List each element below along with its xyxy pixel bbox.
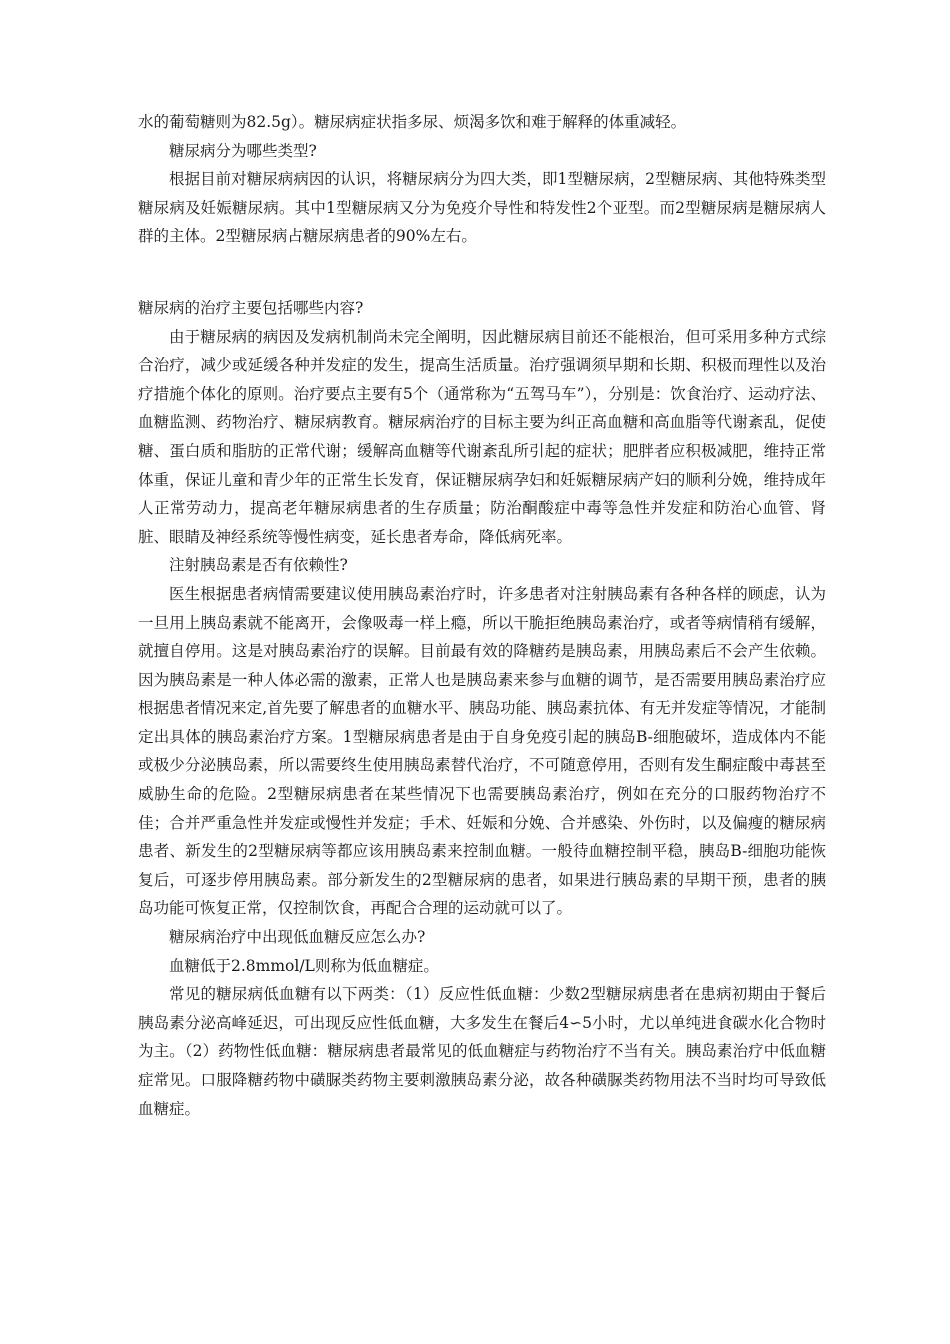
section-gap bbox=[138, 251, 826, 294]
question-types: 糖尿病分为哪些类型? bbox=[169, 141, 317, 160]
answer-hypoglycemia-types: 常见的糖尿病低血糖有以下两类：（1）反应性低血糖：少数2型糖尿病患者在患病初期由于餐后胰岛素分泌高峰延迟，可出现反应性低血糖，大多发生在餐后4∽5小时，尤以单纯进食碳水化合物时为主。（2）药物性低血糖：糖尿病患者最常见的低血糖症与药物治疗不当有关。胰岛素治疗中低血糖症常见。口服降糖药物中磺脲类药物主要刺激胰岛素分泌，故各种磺脲类药物用法不当时均可导致低血糖症。 bbox=[138, 985, 826, 1118]
document-body bbox=[138, 108, 826, 1123]
question-insulin: 注射胰岛素是否有依赖性? bbox=[169, 556, 348, 575]
answer-insulin: 医生根据患者病情需要建议使用胰岛素治疗时，许多患者对注射胰岛素有各种各样的顾虑，认为一旦用上胰岛素就不能离开，会像吸毒一样上瘾，所以干脆拒绝胰岛素治疗，或者等病情稍有缓解，就擅自停用。这是对胰岛素治疗的误解。目前最有效的降糖药是胰岛素，用胰岛素后不会产生依赖。因为胰岛素是一种人体必需的激素，正常人也是胰岛素来参与血糖的调节，是否需要用胰岛素治疗应根据患者情况来定,首先要了解患者的血糖水平、胰岛功能、胰岛素抗体、有无并发症等情况，才能制定出具体的胰岛素治疗方案。1型糖尿病患者是由于自身免疫引起的胰岛B-细胞破坏，造成体内不能或极少分泌胰岛素，所以需要终生使用胰岛素替代治疗，不可随意停用，否则有发生酮症酸中毒甚至威胁生命的危险。2型糖尿病患者在某些情况下也需要胰岛素治疗，例如在充分的口服药物治疗不佳；合并严重急性并发症或慢性并发症；手术、妊娠和分娩、合并感染、外伤时，以及偏瘦的糖尿病患者、新发生的2型糖尿病等都应该用胰岛素来控制血糖。一般待血糖控制平稳，胰岛B-细胞功能恢复后，可逐步停用胰岛素。部分新发生的2型糖尿病的患者，如果进行胰岛素的早期干预，患者的胰岛功能可恢复正常，仅控制饮食，再配合合理的运动就可以了。 bbox=[138, 584, 826, 918]
question-treatment: 糖尿病的治疗主要包括哪些内容? bbox=[138, 298, 364, 317]
question-hypoglycemia: 糖尿病治疗中出现低血糖反应怎么办? bbox=[169, 928, 426, 947]
paragraph-intro: 水的葡萄糖则为82.5g）。糖尿病症状指多尿、烦渴多饮和难于解释的体重减轻。 bbox=[138, 113, 687, 131]
answer-hypoglycemia-definition: 血糖低于2.8mmol/L则称为低血糖症。 bbox=[169, 956, 439, 975]
answer-types: 根据目前对糖尿病病因的认识，将糖尿病分为四大类，即1型糖尿病，2型糖尿病、其他特殊类型糖尿病及妊娠糖尿病。其中1型糖尿病又分为免疫介导性和特发性2个亚型。而2型糖尿病是糖尿病人群的主体。2型糖尿病占糖尿病患者的90%左右。 bbox=[138, 170, 826, 246]
answer-treatment: 由于糖尿病的病因及发病机制尚未完全阐明，因此糖尿病目前还不能根治，但可采用多种方式综合治疗，减少或延缓各种并发症的发生，提高生活质量。治疗强调须早期和长期、积极而理性以及治疗措施个体化的原则。治疗要点主要有5个（通常称为“五驾马车”），分别是：饮食治疗、运动疗法、血糖监测、药物治疗、糖尿病教育。糖尿病治疗的目标主要为纠正高血糖和高血脂等代谢紊乱，促使糖、蛋白质和脂肪的正常代谢；缓解高血糖等代谢紊乱所引起的症状；肥胖者应积极减肥，维持正常体重，保证儿童和青少年的正常生长发育，保证糖尿病孕妇和妊娠糖尿病产妇的顺利分娩，维持成年人正常劳动力，提高老年糖尿病患者的生存质量；防治酮酸症中毒等急性并发症和防治心血管、肾脏、眼睛及神经系统等慢性病变，延长患者寿命，降低病死率。 bbox=[138, 327, 826, 546]
